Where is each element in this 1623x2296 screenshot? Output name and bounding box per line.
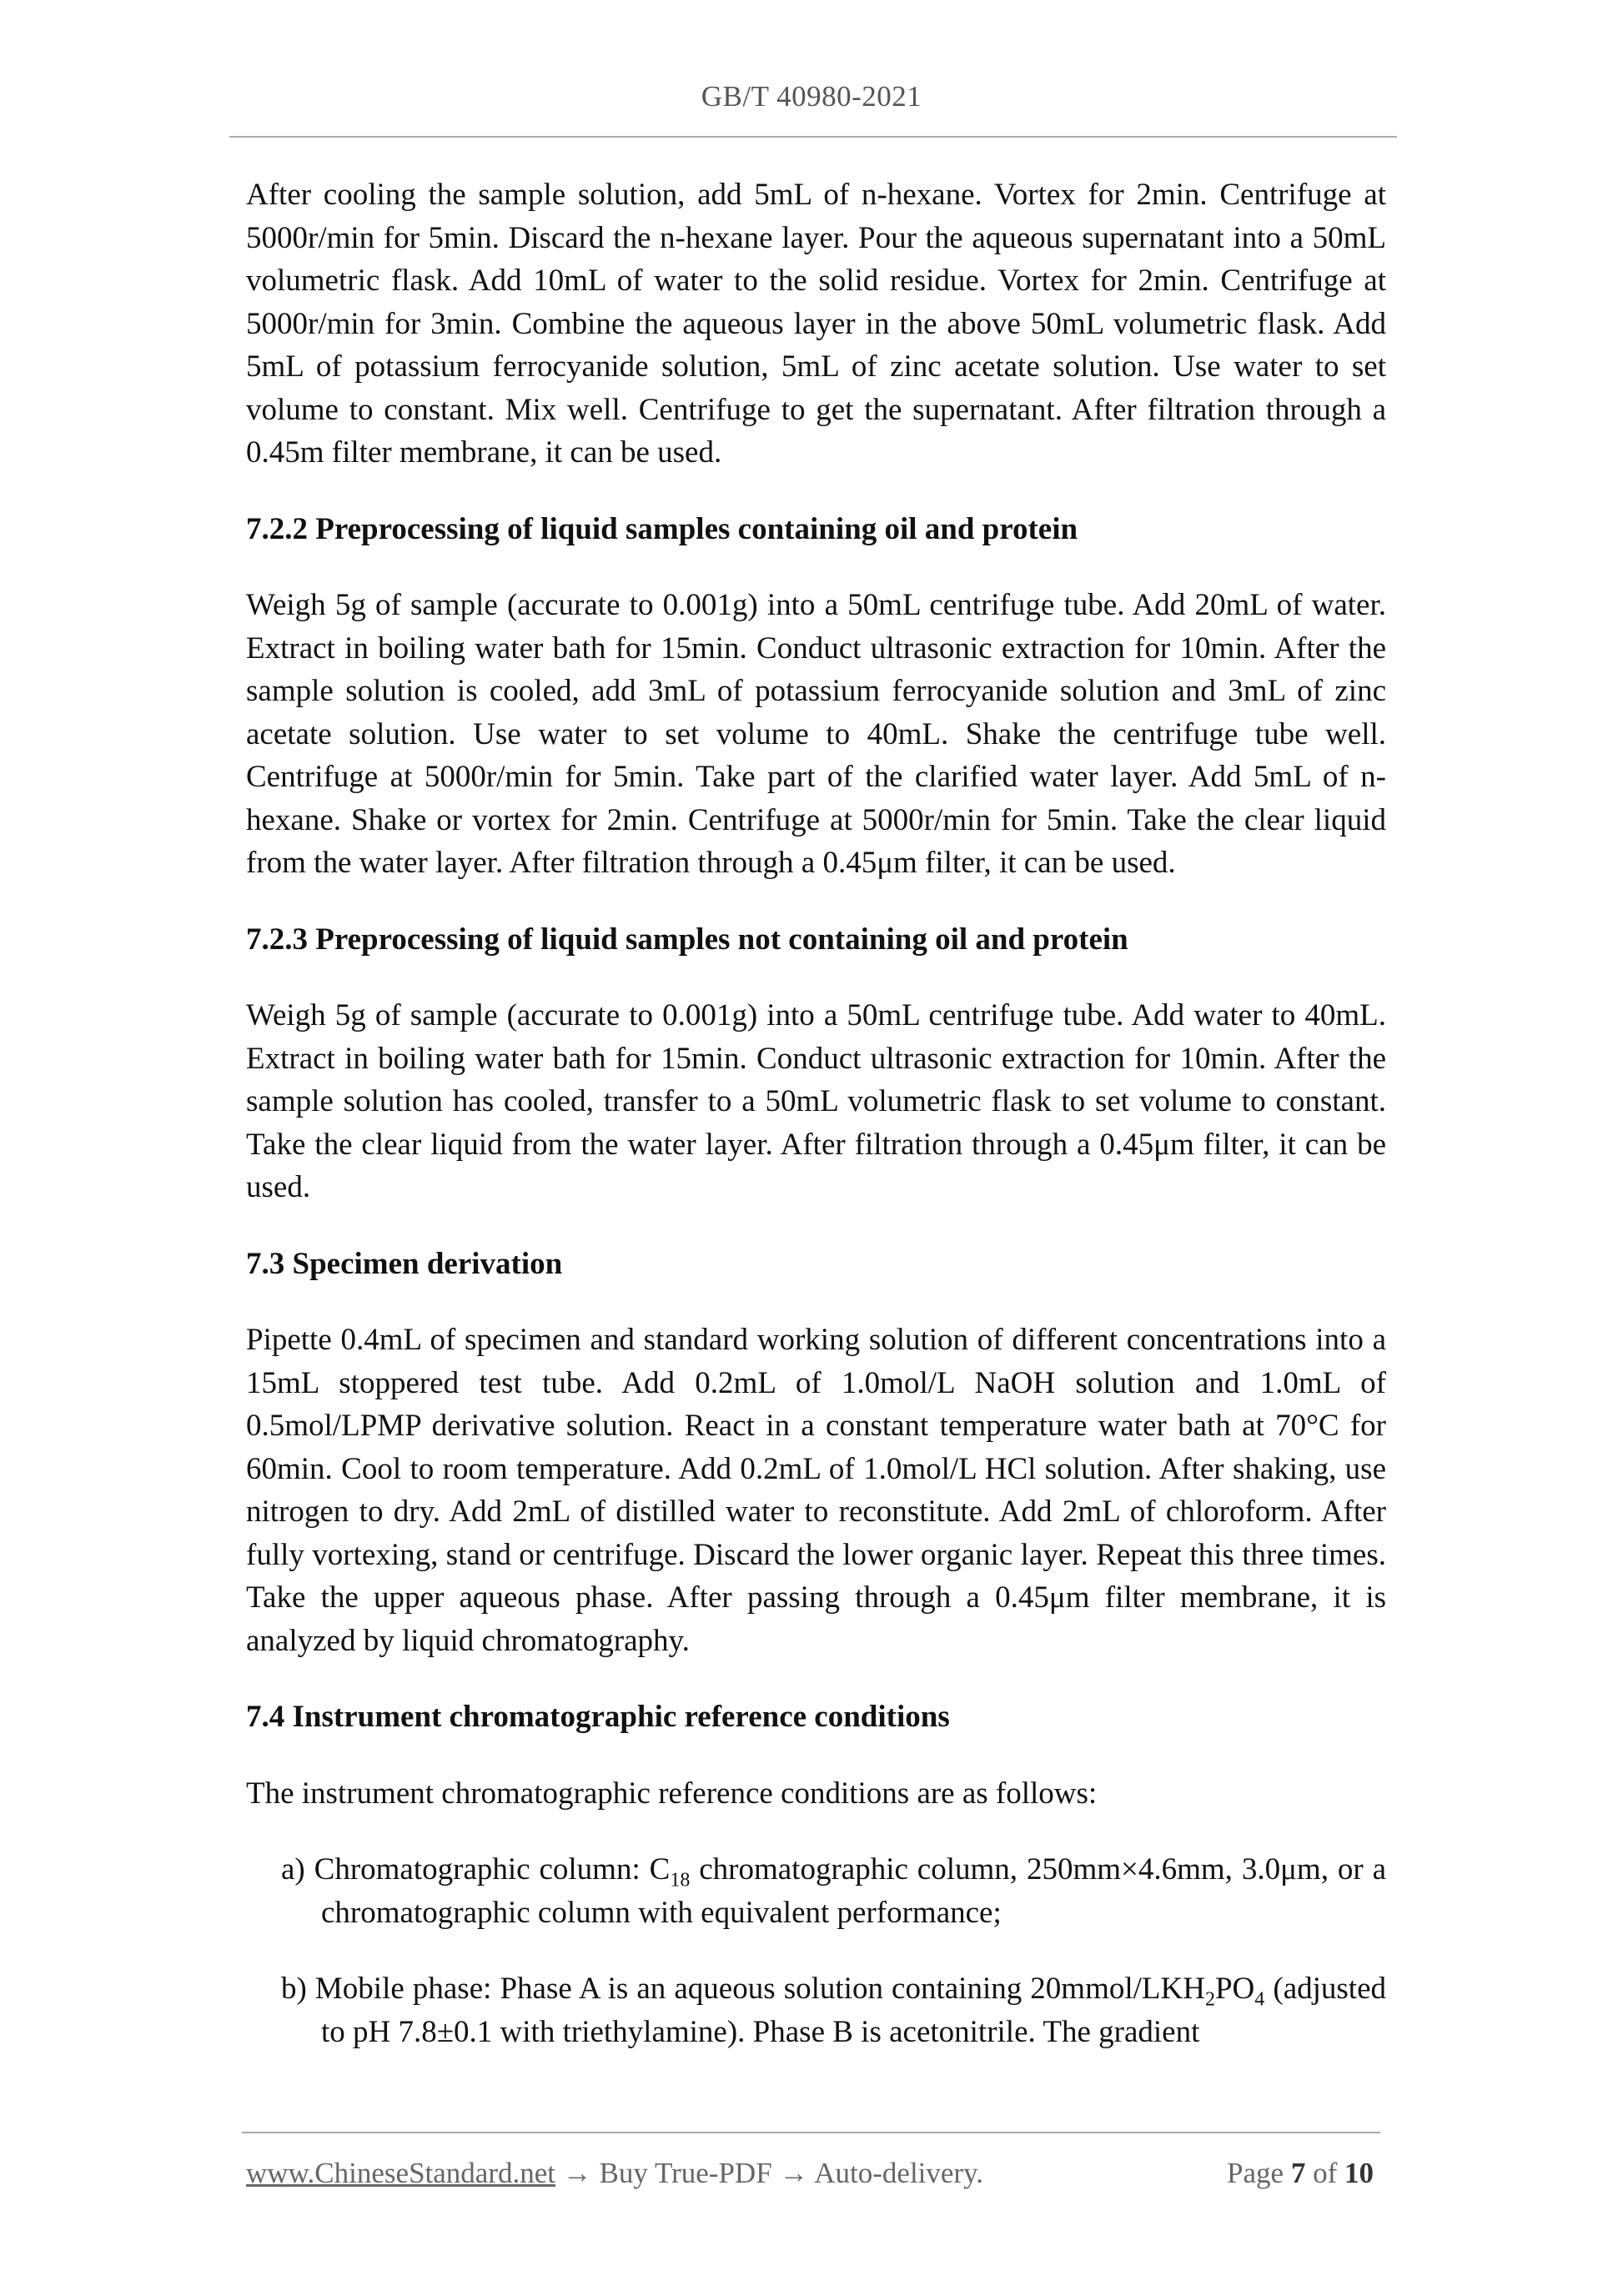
heading-7-3: 7.3 Specimen derivation — [246, 1246, 563, 1281]
item-a-subscript: 18 — [670, 1869, 691, 1892]
heading-7-2-2: 7.2.2 Preprocessing of liquid samples containing oil and protein — [246, 511, 1078, 546]
arrow-right-icon: → — [771, 2157, 815, 2189]
current-page: 7 — [1290, 2157, 1306, 2189]
paragraph-7-4-intro: The instrument chromatographic reference conditions are as follows: — [246, 1776, 1098, 1811]
list-item-b-mobile-phase — [246, 1967, 1386, 2053]
page-number — [1227, 2157, 1374, 2190]
item-a-prefix: a) Chromatographic column: C — [281, 1852, 671, 1887]
footer-divider — [242, 2132, 1380, 2133]
total-pages: 10 — [1344, 2157, 1374, 2189]
header-divider — [229, 136, 1397, 138]
document-header — [0, 80, 1623, 113]
website-link[interactable]: www.ChineseStandard.net — [246, 2157, 555, 2189]
paragraph-7-2-2: Weigh 5g of sample (accurate to 0.001g) into a 50mL centrifuge tube. Add 20mL of water. Extract in boiling water bath for 15min. Conduct ultrasonic extraction for 10min. After the sample solution is cooled, add 3mL of potassium ferrocyanide solution and 3mL of zinc acetate solution. Use water to set volume to 40mL. Shake the centrifuge tube well. Centrifuge at 5000r/min for 5min. Take part of the clarified water layer. Add 5mL of n-hexane. Shake or vortex for 2min. Centrifuge at 5000r/min for 5min. Take the clear liquid from the water layer. After filtration through a 0.45μm filter, it can be used. — [246, 588, 1386, 880]
heading-7-4: 7.4 Instrument chromatographic reference conditions — [246, 1700, 950, 1734]
item-b-subscript-1: 2 — [1204, 1988, 1215, 2011]
standard-code: GB/T 40980-2021 — [701, 80, 922, 113]
auto-delivery-text: Auto-delivery. — [814, 2157, 984, 2189]
list-item-a-column — [246, 1848, 1386, 1934]
paragraph-7-2-3: Weigh 5g of sample (accurate to 0.001g) into a 50mL centrifuge tube. Add water to 40mL. Extract in boiling water bath for 15min. Conduct ultrasonic extraction for 10min. After the sample solution has cooled, transfer to a 50mL volumetric flask to set volume to constant. Take the clear liquid from the water layer. After filtration through a 0.45μm filter, it can be used. — [246, 998, 1386, 1204]
paragraph-sample-cooling: After cooling the sample solution, add 5mL of n-hexane. Vortex for 2min. Centrifuge at 5000r/min for 5min. Discard the n-hexane layer. Pour the aqueous supernatant into a 50mL volumetric flask. Add 10mL of water to the solid residue. Vortex for 2min. Centrifuge at 5000r/min for 3min. Combine the aqueous layer in the above 50mL volumetric flask. Add 5mL of potassium ferrocyanide solution, 5mL of zinc acetate solution. Use water to set volume to constant. Mix well. Centrifuge to get the supernatant. After filtration through a 0.45m filter membrane, it can be used. — [246, 178, 1386, 470]
paragraph-7-3: Pipette 0.4mL of specimen and standard working solution of different concentrations into a 15mL stoppered test tube. Add 0.2mL of 1.0mol/L NaOH solution and 1.0mL of 0.5mol/LPMP derivative solution. React in a constant temperature water bath at 70°C for 60min. Cool to room temperature. Add 0.2mL of 1.0mol/L HCl solution. After shaking, use nitrogen to dry. Add 2mL of distilled water to reconstitute. Add 2mL of chloroform. After fully vortexing, stand or centrifuge. Discard the lower organic layer. Repeat this three times. Take the upper aqueous phase. After passing through a 0.45μm filter membrane, it is analyzed by liquid chromatography. — [246, 1323, 1386, 1658]
page-body — [246, 173, 1386, 2087]
page-label: Page — [1227, 2157, 1284, 2189]
heading-7-2-3: 7.2.3 Preprocessing of liquid samples not containing oil and protein — [246, 922, 1128, 957]
item-b-prefix: b) Mobile phase: Phase A is an aqueous solution containing 20mmol/LKH — [281, 1972, 1205, 2006]
buy-pdf-text: Buy True-PDF — [599, 2157, 772, 2189]
item-b-rest: (adjusted to pH 7.8±0.1 with triethylamine). Phase B is acetonitrile. The gradient — [321, 1972, 1386, 2049]
item-b-subscript-2: 4 — [1254, 1988, 1265, 2011]
item-b-mid: PO — [1214, 1972, 1255, 2006]
item-a-rest: chromatographic column, 250mm×4.6mm, 3.0μm, or a chromatographic column with equivalent performance; — [321, 1852, 1386, 1930]
page-footer — [246, 2157, 1380, 2198]
footer-promo — [246, 2157, 983, 2190]
arrow-right-icon: → — [555, 2157, 600, 2189]
of-label: of — [1313, 2157, 1338, 2189]
